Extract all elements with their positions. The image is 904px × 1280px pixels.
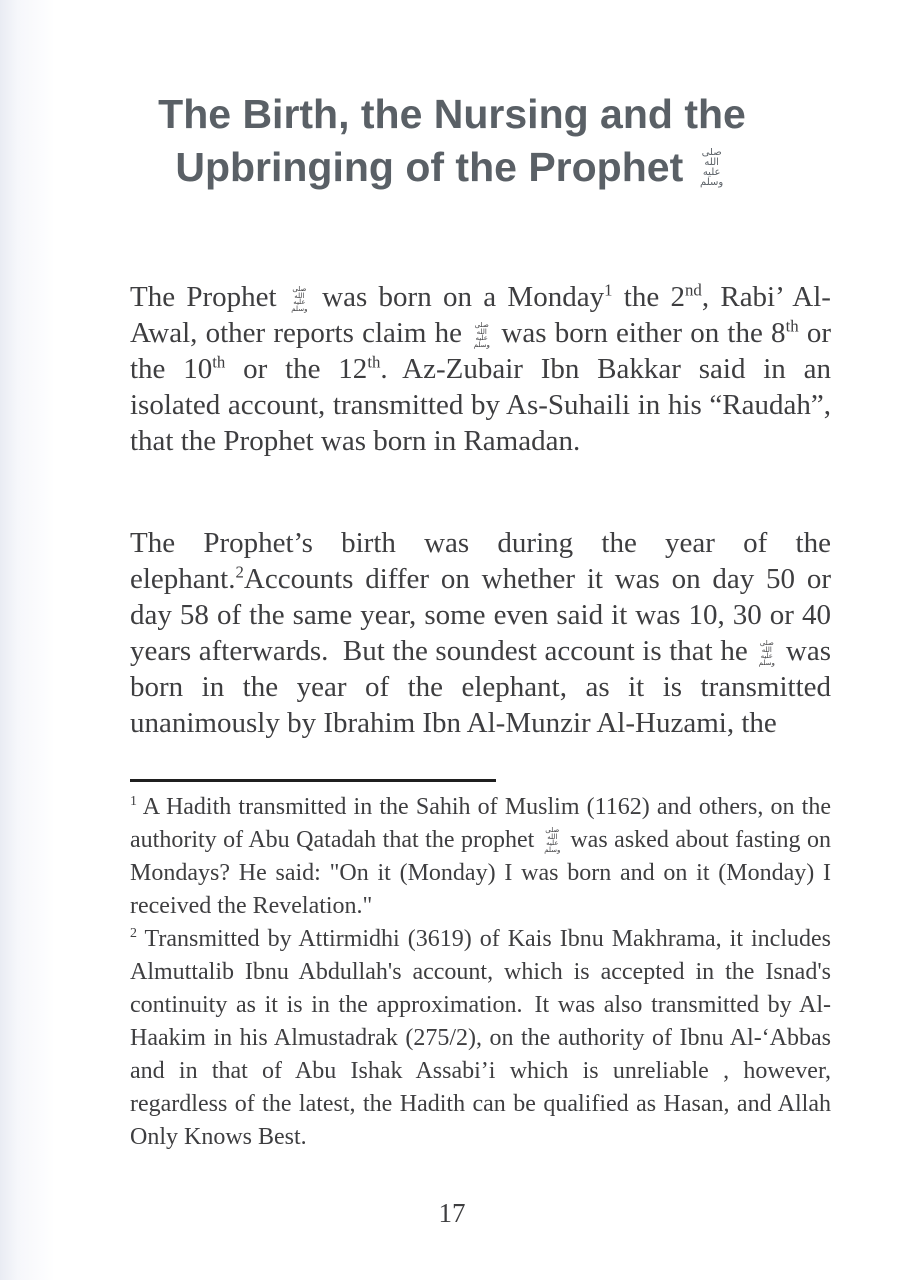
footnote-reference: 2 (130, 926, 137, 941)
page-title (0, 88, 904, 194)
prophet-honorific-icon: صلى الله عليه وسلم (544, 827, 561, 854)
footnotes-section (130, 791, 831, 1154)
footnote-divider (130, 779, 496, 782)
footnote-reference: nd (685, 280, 702, 300)
title-line-2: Upbringing of the Prophet صلى الله عليه وسلم (0, 141, 904, 194)
prophet-honorific-icon: صلى الله عليه وسلم (700, 148, 724, 188)
body-paragraph-2: The Prophet’s birth was during the year of the elephant.$^2$Accounts differ on whether it was on day 50 or day 58 of the same year, some even said it was 10, 30 or 40 years afterwards. But the soundest account is that he صلى الله عليه وسلم was born in the year of the elephant, as it is transmitted unanimously by Ibrahim Ibn Al-Munzir Al-Huzami, the (130, 527, 831, 739)
footnote-reference: 2 (235, 562, 244, 582)
footnote-reference: th (212, 352, 226, 372)
footnote-reference: th (367, 352, 381, 372)
footnote-reference: 1 (130, 794, 137, 809)
page-number: 17 (438, 1198, 466, 1228)
footnote-1: $^1$ A Hadith transmitted in the Sahih of Muslim (1162) and others, on the authority of Abu Qatadah that the prophet صلى الله عليه وسلم was asked about fasting on Mondays? He said: "On it (Monday) I was born and on it (Monday) I received the Revelation." (130, 794, 832, 919)
prophet-honorific-icon: صلى الله عليه وسلم (473, 322, 490, 349)
footnote-reference: th (785, 316, 799, 336)
prophet-honorific-icon: صلى الله عليه وسلم (291, 286, 308, 313)
footnote-reference: 1 (604, 280, 613, 300)
prophet-honorific-icon: صلى الله عليه وسلم (758, 640, 775, 667)
footnote-2: $^2$ Transmitted by Attirmidhi (3619) of Kais Ibnu Makhrama, it includes Almuttalib Ibnu Abdullah's account, which is accepted in the Isnad's continuity as it is in the approximation. It was also transmitted by Al-Haakim in his Almustadrak (275/2), on the authority of Ibnu Al-‘Abbas and in that of Abu Ishak Assabi’i which is unreliable , however, regardless of the latest, the Hadith can be qualified as Hasan, and Allah Only Knows Best. (130, 926, 831, 1150)
title-line-1: The Birth, the Nursing and the (158, 91, 746, 137)
body-paragraph-1: The Prophet صلى الله عليه وسلم was born on a Monday$^1$ the 2nd, Rabi’ Al-Awal, other reports claim he صلى الله عليه وسلم was born either on the 8th or the 10th or the 12th. Az-Zubair Ibn Bakkar said in an isolated account, transmitted by As-Suhaili in his “Raudah”, that the Prophet was born in Ramadan. (130, 280, 831, 457)
